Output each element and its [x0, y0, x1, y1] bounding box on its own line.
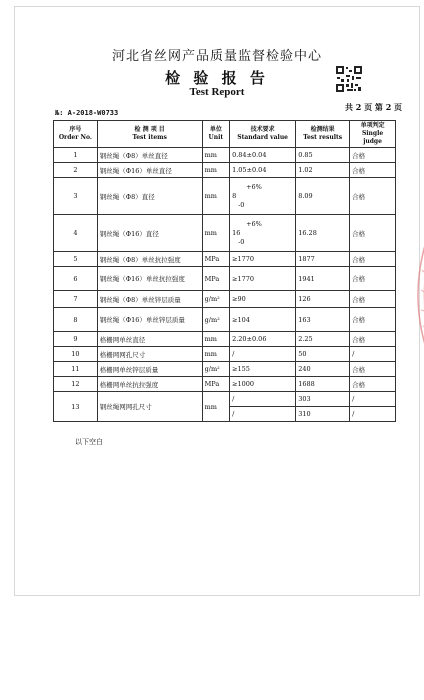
- table-row: [54, 291, 396, 308]
- test-items-table: [53, 120, 396, 422]
- row-no: 10: [54, 347, 98, 362]
- row-no: 9: [54, 332, 98, 347]
- row-judge: /: [350, 392, 396, 407]
- row-unit: mm: [202, 178, 229, 215]
- table-header-row: [54, 121, 396, 148]
- page-info: 共 2 页 第 2 页: [345, 102, 403, 112]
- row-result: 2.25: [296, 332, 350, 347]
- row-item: 格栅网单丝抗拉强度: [97, 377, 202, 392]
- table-row: [54, 308, 396, 332]
- row-item: 钢丝绳（Φ16）单丝抗拉强度: [97, 267, 202, 291]
- row-judge: 合格: [350, 267, 396, 291]
- row-standard: 2.20±0.06: [230, 332, 296, 347]
- row-judge: /: [350, 407, 396, 422]
- row-no: 13: [54, 392, 98, 422]
- row-unit: MPa: [202, 252, 229, 267]
- row-result: 1688: [296, 377, 350, 392]
- row-no: 4: [54, 215, 98, 252]
- row-unit: MPa: [202, 377, 229, 392]
- table-row: [54, 332, 396, 347]
- row-unit: mm: [202, 215, 229, 252]
- row-no: 5: [54, 252, 98, 267]
- row-judge: 合格: [350, 252, 396, 267]
- row-no: 6: [54, 267, 98, 291]
- row-item: 钢丝绳（Φ16）单丝锌层质量: [97, 308, 202, 332]
- row-standard: +6% 8 -0: [230, 178, 296, 215]
- seal-stamp-edge: [406, 240, 424, 350]
- row-result: 0.85: [296, 148, 350, 163]
- row-no: 3: [54, 178, 98, 215]
- header-unit: 单位 Unit: [202, 121, 229, 148]
- blank-below-note: 以下空白: [75, 438, 103, 446]
- header-test-results: 检测结果 Test results: [296, 121, 350, 148]
- row-no: 1: [54, 148, 98, 163]
- row-unit: mm: [202, 163, 229, 178]
- row-item: 钢丝绳网网孔尺寸: [97, 392, 202, 422]
- table-row: [54, 178, 396, 215]
- header-single-judge: 单项判定 Single judge: [350, 121, 396, 148]
- row-judge: 合格: [350, 308, 396, 332]
- row-standard: /: [230, 347, 296, 362]
- row-judge: 合格: [350, 215, 396, 252]
- row-item: 钢丝绳（Φ16）直径: [97, 215, 202, 252]
- row-no: 2: [54, 163, 98, 178]
- row-item: 格栅网网孔尺寸: [97, 347, 202, 362]
- org-name: 河北省丝网产品质量监督检验中心: [111, 49, 322, 64]
- table-row: [54, 148, 396, 163]
- row-standard: 0.84±0.04: [230, 148, 296, 163]
- row-item: 格栅网单丝直径: [97, 332, 202, 347]
- table-row: [54, 392, 396, 407]
- row-unit: g/m²: [202, 362, 229, 377]
- row-item: 钢丝绳（Φ8）单丝直径: [97, 148, 202, 163]
- row-no: 12: [54, 377, 98, 392]
- row-standard: ≥1770: [230, 267, 296, 291]
- row-result: 310: [296, 407, 350, 422]
- row-judge: 合格: [350, 362, 396, 377]
- row-standard: 1.05±0.04: [230, 163, 296, 178]
- report-number: №: A-2018-W0733: [55, 109, 119, 117]
- row-item: 格栅网单丝锌层质量: [97, 362, 202, 377]
- row-standard: ≥1770: [230, 252, 296, 267]
- row-judge: 合格: [350, 377, 396, 392]
- row-judge: /: [350, 347, 396, 362]
- row-unit: mm: [202, 148, 229, 163]
- report-title-cn: 检 验 报 告: [165, 69, 269, 87]
- row-standard: /: [230, 407, 296, 422]
- row-result: 303: [296, 392, 350, 407]
- table-row: [54, 362, 396, 377]
- row-unit: MPa: [202, 267, 229, 291]
- row-no: 8: [54, 308, 98, 332]
- row-standard: ≥155: [230, 362, 296, 377]
- row-result: 50: [296, 347, 350, 362]
- row-item: 钢丝绳（Φ8）直径: [97, 178, 202, 215]
- qr-code-icon: [335, 65, 363, 93]
- row-unit: mm: [202, 332, 229, 347]
- table-row: [54, 252, 396, 267]
- row-judge: 合格: [350, 148, 396, 163]
- row-no: 11: [54, 362, 98, 377]
- table-row: [54, 163, 396, 178]
- row-judge: 合格: [350, 163, 396, 178]
- row-no: 7: [54, 291, 98, 308]
- row-result: 126: [296, 291, 350, 308]
- row-result: 240: [296, 362, 350, 377]
- row-result: 1941: [296, 267, 350, 291]
- report-sheet: [14, 6, 420, 596]
- table-row: [54, 377, 396, 392]
- row-unit: g/m²: [202, 291, 229, 308]
- row-result: 163: [296, 308, 350, 332]
- row-judge: 合格: [350, 291, 396, 308]
- header-order-no: 序号 Order No.: [54, 121, 98, 148]
- table-row: [54, 347, 396, 362]
- row-unit: mm: [202, 392, 229, 422]
- row-item: 钢丝绳（Φ16）单丝直径: [97, 163, 202, 178]
- row-standard: ≥1000: [230, 377, 296, 392]
- row-item: 钢丝绳（Φ8）单丝抗拉强度: [97, 252, 202, 267]
- table-row: [54, 267, 396, 291]
- row-standard: /: [230, 392, 296, 407]
- table-row: [54, 215, 396, 252]
- header-standard-value: 技术要求 Standard value: [230, 121, 296, 148]
- row-unit: g/m²: [202, 308, 229, 332]
- header-test-items: 检 测 项 目 Test items: [97, 121, 202, 148]
- row-judge: 合格: [350, 332, 396, 347]
- row-judge: 合格: [350, 178, 396, 215]
- row-item: 钢丝绳（Φ8）单丝锌层质量: [97, 291, 202, 308]
- row-result: 16.28: [296, 215, 350, 252]
- row-standard: ≥90: [230, 291, 296, 308]
- row-standard: ≥104: [230, 308, 296, 332]
- row-result: 8.09: [296, 178, 350, 215]
- row-result: 1.02: [296, 163, 350, 178]
- row-unit: mm: [202, 347, 229, 362]
- row-result: 1877: [296, 252, 350, 267]
- report-title-en: Test Report: [189, 86, 245, 98]
- row-standard: +6% 16 -0: [230, 215, 296, 252]
